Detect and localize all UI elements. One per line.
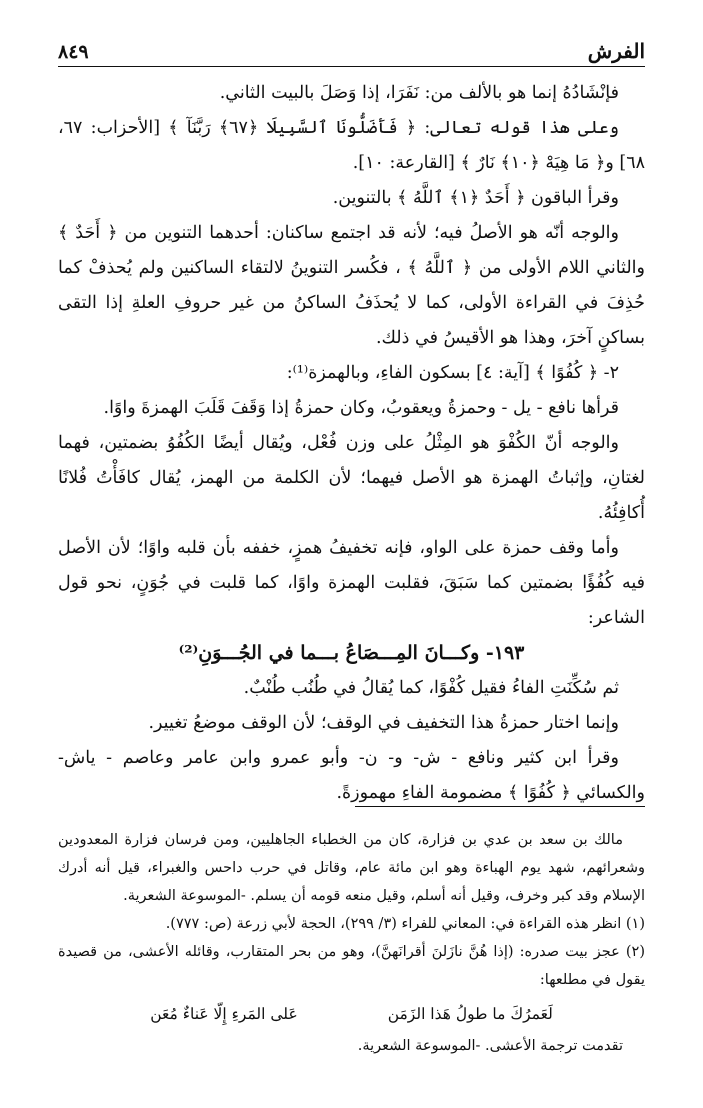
main-text bbox=[58, 76, 645, 811]
paragraph: فإنْشَادُهُ إنما هو بالألف من: نَفَرَا، إذا وَصَلَ بالبيت الثاني. bbox=[219, 83, 619, 103]
footnote-separator bbox=[355, 806, 645, 807]
page-header bbox=[58, 32, 645, 67]
footnote-2: (٢) عجز بيت صدره: (إذا هُنَّ نازَلنَ أقرانَهنَّ)، وهو من بحر المتقارب، وقائله الأعشى، من قصيدة يقول في مطلعها: bbox=[58, 944, 645, 988]
chapter-title: الفرش bbox=[587, 39, 645, 63]
footnote-poem bbox=[58, 1000, 645, 1028]
paragraph: وإنما اختار حمزةُ هذا التخفيف في الوقف؛ لأن الوقف موضعُ تغيير. bbox=[148, 713, 619, 733]
footnote-2-end: تقدمت ترجمة الأعشى. -الموسوعة الشعرية. bbox=[357, 1038, 623, 1054]
paragraph: وأما وقف حمزة على الواو، فإنه تخفيفُ همزٍ، خففه بأن قلبه واوًا؛ لأن الأصل فيه كُفُؤًا بضمتين كما سَبَقَ، فقلبت الهمزة واوًا، كما قلبت في جُوَنٍ، نحو قول الشاعر: bbox=[58, 538, 645, 628]
footnote-continuation: مالك بن سعد بن عدي بن فزارة، كان من الخطباء الجاهليين، ومن فرسان فزارة المعدودين وشعرائهم، شهد يوم الهباءة وهو ابن مائة عام، وقاتل في حرب داحس والغبراء، قيل أنه أدرك الإسلام وقد كبر وخرف، وقيل أنه أسلم، وقيل منعه قومه أن يسلم. -الموسوعة الشعرية. bbox=[58, 832, 645, 904]
paragraph: والوجه أنّ الكُفْوَ هو المِثْلُ على وزن فُعْل، ويُقال أيضًا الكُفُوُ بضمتين، فهما لغتانِ، وإثباتُ الهمزة هو الأصل فيهما؛ لأن الكلمة من الهمز، يُقال كافَأْتُ فُلانًا أُكافِئُهُ. bbox=[58, 433, 645, 523]
paragraph: وقرأ ابن كثير ونافع - ش- و- ن- وأبو عمرو وابن عامر وعاصم - ياش- والكسائي ﴿ كُفُوًا ﴾ مضمومة الفاءِ مهموزةً. bbox=[58, 748, 645, 803]
poem-hemistich-first: لَعَمرُكَ ما طولُ هَذا الزَمَن bbox=[387, 1005, 553, 1023]
paragraph: ثم سُكِّنَتِ الفاءُ فقيل كُفْوًا، كما يُقالُ في طُنُب طُنْبٌ. bbox=[243, 678, 619, 698]
footnote-1: (١) انظر هذه القراءة في: المعاني للفراء (٣/ ٢٩٩)، الحجة لأبي زرعة (ص: ٧٧٧). bbox=[165, 916, 645, 932]
page-number: ٨٤٩ bbox=[58, 41, 89, 63]
section-heading: ٢- ﴿ كُفُوًا ﴾ [آية: ٤] بسكون الفاءِ، وبالهمزة⁽¹⁾: bbox=[286, 363, 619, 383]
footnotes bbox=[58, 826, 645, 1060]
paragraph: قرأها نافع - يل - وحمزةُ ويعقوبُ، وكان حمزةُ إذا وَقَفَ قَلَبَ الهمزةَ واوًا. bbox=[103, 398, 619, 418]
poem-hemistich-second: عَلى المَرءِ إِلّا عَناءٌ مُعَن bbox=[150, 1005, 298, 1023]
paragraph: والوجه أنّه هو الأصلُ فيه؛ لأنه قد اجتمع ساكنان: أحدهما التنوين من ﴿ أَحَدٌ ﴾ والثاني اللام الأولى من ﴿ ٱللَّهُ ﴾ ، فكُسر التنوينُ لالتقاء الساكنين ولم يُحذفْ كما حُذِفَ في القراءة الأولى، كما لا يُحذَفُ الساكنُ من غير حروفِ العلةِ إذا التقى بساكنٍ آخرَ، وهذا هو الأقيسُ في ذلك. bbox=[58, 223, 645, 348]
poetry-verse: ١٩٣- وكـــانَ المِـــصَاعُ بـــما في الجُـــوَنِ⁽²⁾ bbox=[178, 642, 525, 664]
paragraph: وقرأ الباقون ﴿ أَحَدٌ ﴿١﴾ ٱللَّهُ ﴾ بالتنوين. bbox=[332, 188, 619, 208]
paragraph: وعلى هذا قوله تعالى: ﴿ فَأَضَلُّونَا ٱلسَّبِيلَا ﴿٦٧﴾ رَبَّنَآ ﴾ [الأحزاب: ٦٧، ٦٨] و﴿ مَا هِيَهْ ﴿١٠﴾ نَارٌ ﴾ [القارعة: ١٠]. bbox=[58, 118, 645, 173]
